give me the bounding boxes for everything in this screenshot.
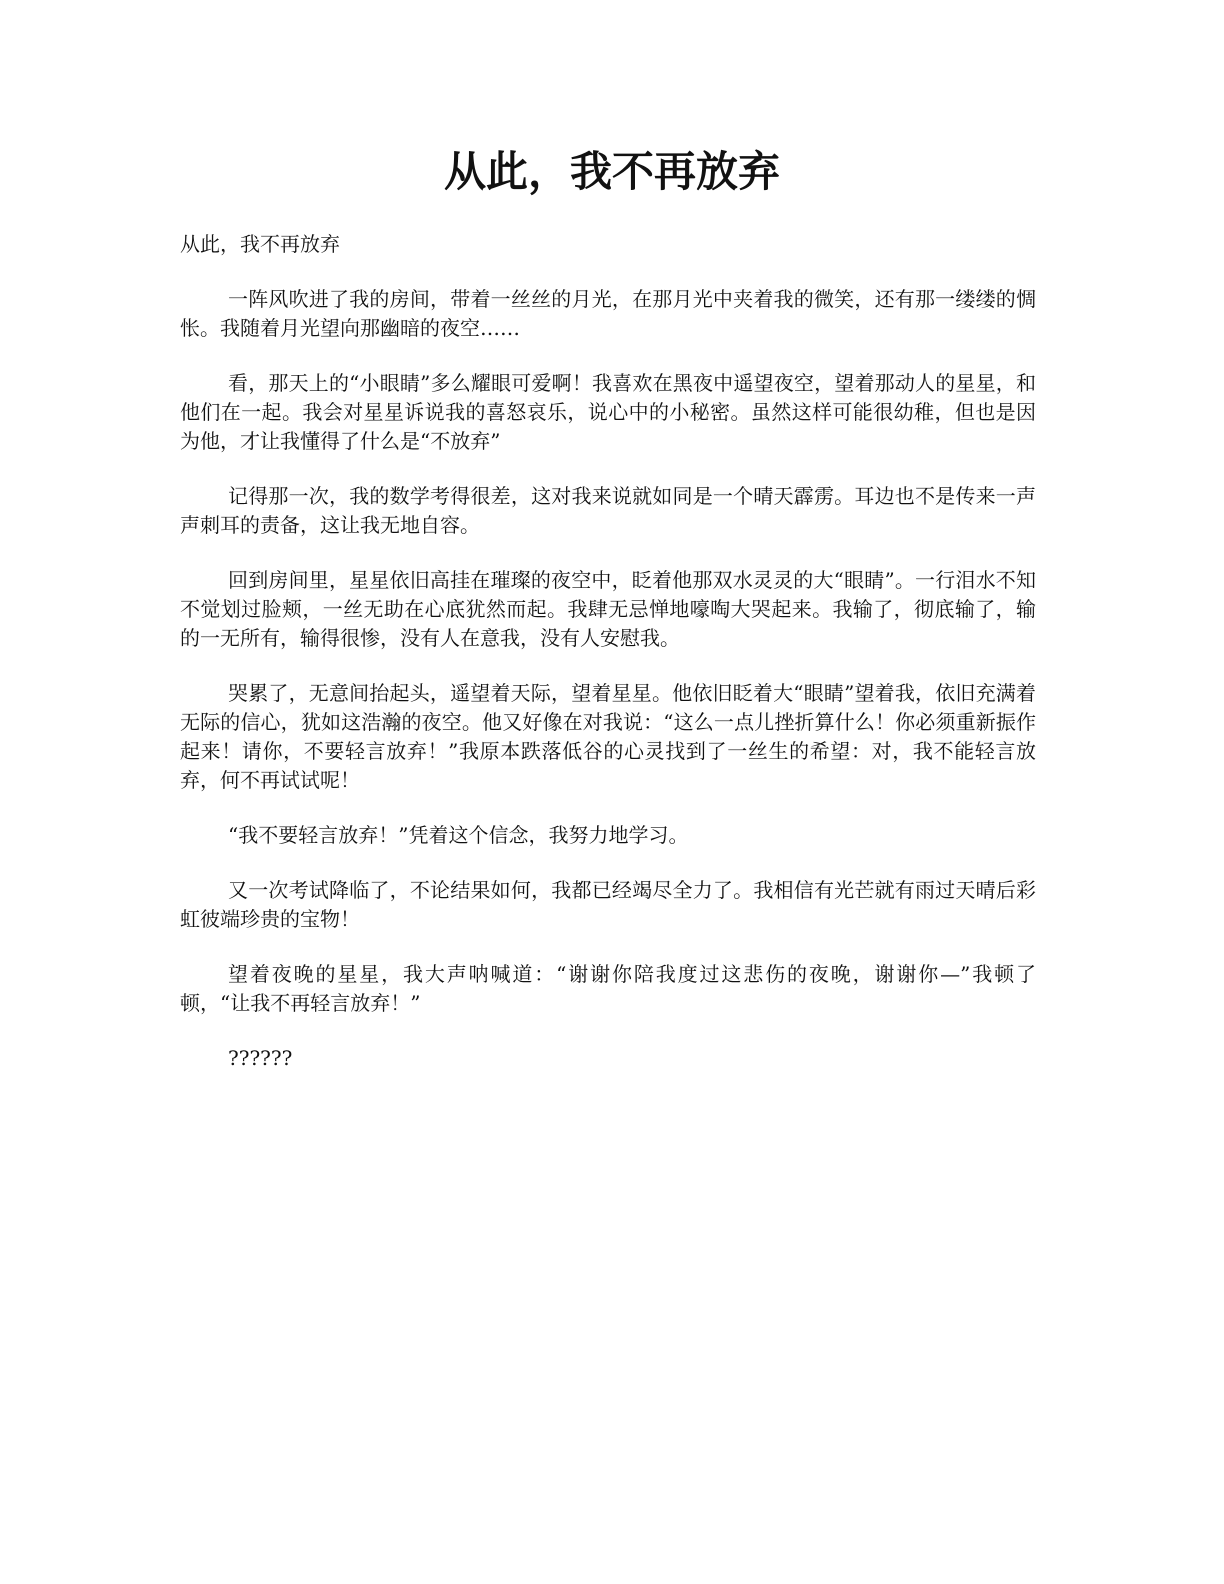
paragraph-4: 回到房间里，星星依旧高挂在璀璨的夜空中，眨着他那双水灵灵的大“眼睛”。一行泪水不知不觉划过脸颊，一丝无助在心底犹然而起。我肆无忌惮地嚎啕大哭起来。我输了，彻底输了，输的一无所有，输得很惨，没有人在意我，没有人安慰我。 [180, 568, 1036, 650]
paragraph-3: 记得那一次，我的数学考得很差，这对我来说就如同是一个晴天霹雳。耳边也不是传来一声声刺耳的责备，这让我无地自容。 [180, 484, 1036, 537]
paragraph-9: ?????? [228, 1046, 293, 1070]
paragraph-8: 望着夜晚的星星，我大声呐喊道：“谢谢你陪我度过这悲伤的夜晚，谢谢你—”我顿了顿，“让我不再轻言放弃！” [180, 962, 1036, 1015]
document-title: 从此，我不再放弃 [443, 147, 780, 196]
paragraph-1: 一阵风吹进了我的房间，带着一丝丝的月光，在那月光中夹着我的微笑，还有那一缕缕的惆怅。我随着月光望向那幽暗的夜空…… [180, 287, 1036, 340]
paragraph-2: 看，那天上的“小眼睛”多么耀眼可爱啊！我喜欢在黑夜中遥望夜空，望着那动人的星星，和他们在一起。我会对星星诉说我的喜怒哀乐，说心中的小秘密。虽然这样可能很幼稚，但也是因为他，才让我懂得了什么是“不放弃” [180, 371, 1036, 453]
document-body [180, 230, 1036, 1099]
paragraph-7: 又一次考试降临了，不论结果如何，我都已经竭尽全力了。我相信有光芒就有雨过天晴后彩虹彼端珍贵的宝物！ [180, 878, 1036, 931]
document-subtitle: 从此，我不再放弃 [180, 232, 340, 256]
paragraph-5: 哭累了，无意间抬起头，遥望着天际，望着星星。他依旧眨着大“眼睛”望着我，依旧充满着无际的信心，犹如这浩瀚的夜空。他又好像在对我说：“这么一点儿挫折算什么！你必须重新振作起来！请你，不要轻言放弃！”我原本跌落低谷的心灵找到了一丝生的希望：对，我不能轻言放弃，何不再试试呢！ [180, 681, 1036, 792]
paragraph-6: “我不要轻言放弃！”凭着这个信念，我努力地学习。 [228, 823, 689, 847]
